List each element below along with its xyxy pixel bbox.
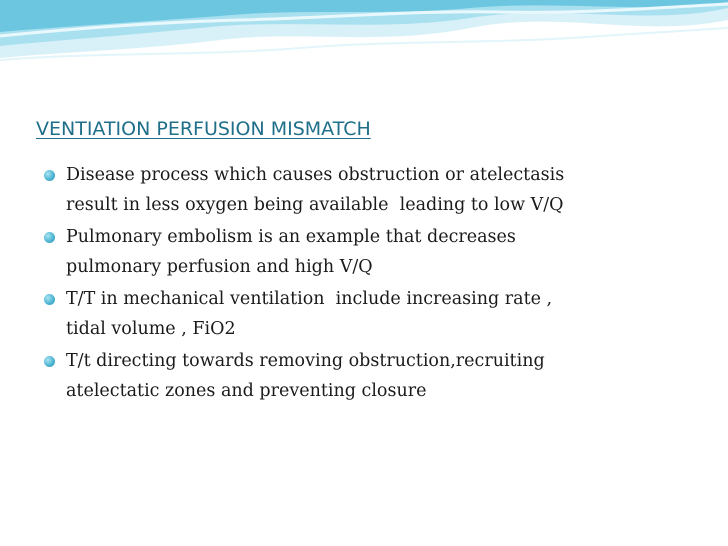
bullet-dot-icon [44,232,55,243]
bullet-list [44,160,704,408]
bullet-line: Pulmonary embolism is an example that decreases [66,227,516,247]
bullet-line: atelectatic zones and preventing closure [66,381,427,401]
bullet-line: pulmonary perfusion and high V/Q [66,257,373,277]
bullet-dot-icon [44,356,55,367]
bullet-item [44,346,704,406]
bullet-line: T/t directing towards removing obstruction,recruiting [66,351,545,371]
bullet-line: Disease process which causes obstruction or atelectasis [66,165,565,185]
bullet-item [44,160,704,220]
bullet-line: T/T in mechanical ventilation include increasing rate , [66,289,553,309]
slide-title: VENTIATION PERFUSION MISMATCH [36,118,371,140]
bullet-dot-icon [44,170,55,181]
bullet-item [44,284,704,344]
bullet-line: result in less oxygen being available leading to low V/Q [66,195,564,215]
bullet-item [44,222,704,282]
bullet-line: tidal volume , FiO2 [66,319,236,339]
wave-banner [0,0,728,100]
bullet-dot-icon [44,294,55,305]
